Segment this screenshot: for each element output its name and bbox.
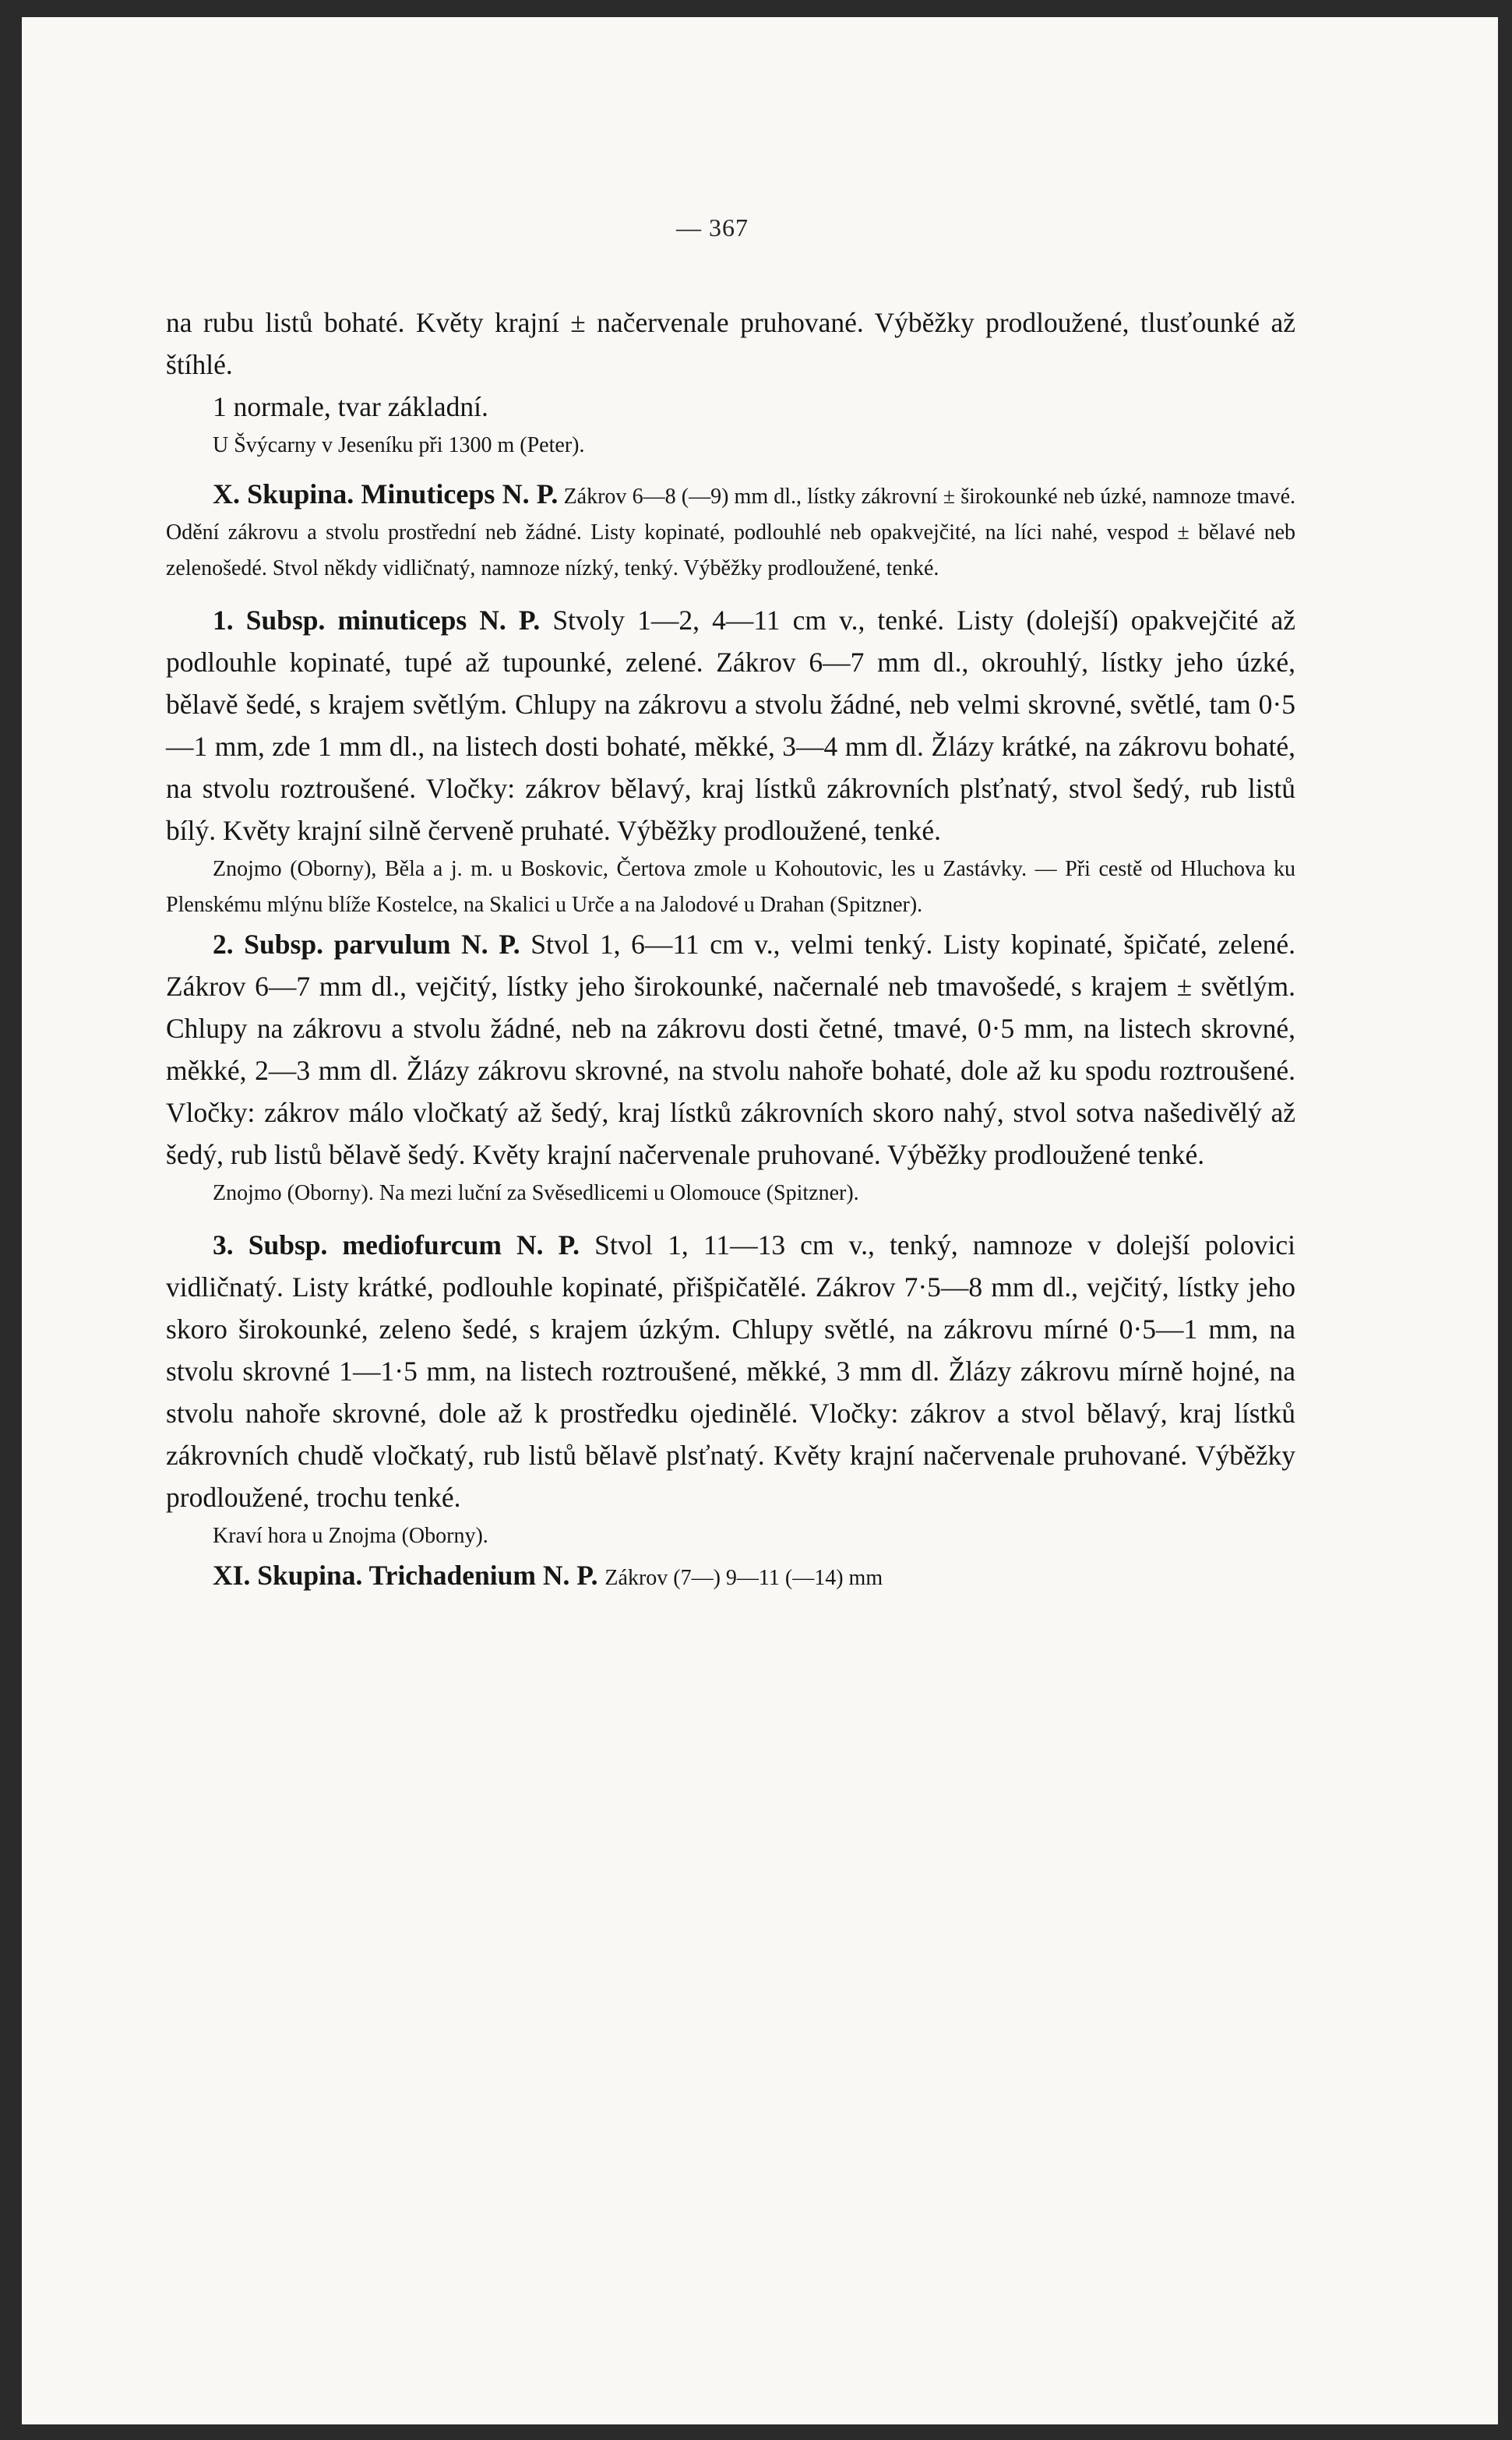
subspecies-heading: 1. Subsp. minuticeps N. P. <box>213 605 541 636</box>
locality-note: Kraví hora u Znojma (Oborny). <box>213 1524 488 1548</box>
paragraph: na rubu listů bohaté. Květy krajní ± načervenale pruhované. Výběžky prodloužené, tlusťounké až štíhlé. <box>166 307 1295 380</box>
locality-note: Znojmo (Oborny), Běla a j. m. u Boskovic, Čertova zmole u Kohoutovic, les u Zastávky. — Při cestě od Hluchova ku Plenskému mlýnu blíže Kostelce, na Skalici u Urče a na Jalodové u Drahan (Spitzner). <box>166 857 1295 917</box>
paragraph: 1 normale, tvar základní. <box>213 391 488 422</box>
subspecies-heading: 3. Subsp. mediofurcum N. P. <box>213 1229 580 1261</box>
group-heading: XI. Skupina. Trichadenium N. P. <box>213 1560 598 1591</box>
subspecies-heading: 2. Subsp. parvulum N. P. <box>213 929 520 960</box>
page-sheet <box>22 17 1498 2424</box>
subspecies-paragraph: 2. Subsp. parvulum N. P. Stvol 1, 6—11 cm v., velmi tenký. Listy kopinaté, špičaté, zelené. Zákrov 6—7 mm dl., vejčitý, lístky jeho širokounké, načernalé neb tmavošedé, s krajem ± světlým. Chlupy na zákrovu a stvolu žádné, neb na zákrovu dosti četné, tmavé, 0·5 mm, na listech skrovné, měkké, 2—3 mm dl. Žlázy zákrovu skrovné, na stvolu nahoře bohaté, dole až ku spodu roztroušené. Vločky: zákrov málo vločkatý až šedý, kraj lístků zákrovních skoro nahý, stvol sotva našedivělý až šedý, rub listů bělavě šedý. Květy krajní načervenale pruhované. Výběžky prodloužené tenké. <box>166 929 1295 1170</box>
group-paragraph: X. Skupina. Minuticeps N. P. Zákrov 6—8 (—9) mm dl., lístky zákrovní ± širokounké neb úzké, namnoze tmavé. Odění zákrovu a stvolu prostřední neb žádné. Listy kopinaté, podlouhlé neb opakvejčité, na líci nahé, vespod ± bělavé neb zelenošedé. Stvol někdy vidličnatý, namnoze nízký, tenký. Výběžky prodloužené, tenké. <box>166 478 1296 580</box>
group-heading: X. Skupina. Minuticeps N. P. <box>213 478 559 510</box>
subspecies-paragraph: 3. Subsp. mediofurcum N. P. Stvol 1, 11—13 cm v., tenký, namnoze v dolejší polovici vidličnatý. Listy krátké, podlouhle kopinaté, přišpičatělé. Zákrov 7·5—8 mm dl., vejčitý, lístky jeho skoro širokounké, zeleno šedé, s krajem úzkým. Chlupy světlé, na zákrovu mírné 0·5—1 mm, na stvolu skrovné 1—1·5 mm, na listech roztroušené, měkké, 3 mm dl. Žlázy zákrovu mírně hojné, na stvolu nahoře skrovné, dole až k prostředku ojedinělé. Vločky: zákrov a stvol bělavý, kraj lístků zákrovních chudě vločkatý, rub listů bělavě plsťnatý. Květy krajní načervenale pruhované. Výběžky prodloužené, trochu tenké. <box>166 1229 1295 1513</box>
locality-note: U Švýcarny v Jeseníku při 1300 m (Peter). <box>213 433 585 457</box>
group-paragraph: XI. Skupina. Trichadenium N. P. Zákrov (7—) 9—11 (—14) mm <box>213 1560 883 1591</box>
body-text <box>166 301 1295 1599</box>
page-number: — 367 <box>676 213 749 242</box>
locality-note: Znojmo (Oborny). Na mezi luční za Svěsedlicemi u Olomouce (Spitzner). <box>213 1181 859 1205</box>
subspecies-paragraph: 1. Subsp. minuticeps N. P. Stvoly 1—2, 4—11 cm v., tenké. Listy (dolejší) opakvejčité až podlouhle kopinaté, tupé až tupounké, zelené. Zákrov 6—7 mm dl., okrouhlý, lístky jeho úzké, bělavě šedé, s krajem světlým. Chlupy na zákrovu a stvolu žádné, neb velmi skrovné, světlé, tam 0·5—1 mm, zde 1 mm dl., na listech dosti bohaté, měkké, 3—4 mm dl. Žlázy krátké, na zákrovu bohaté, na stvolu roztroušené. Vločky: zákrov bělavý, kraj lístků zákrovních plsťnatý, stvol šedý, rub listů bílý. Květy krajní silně červeně pruhaté. Výběžky prodloužené, tenké. <box>166 605 1295 846</box>
